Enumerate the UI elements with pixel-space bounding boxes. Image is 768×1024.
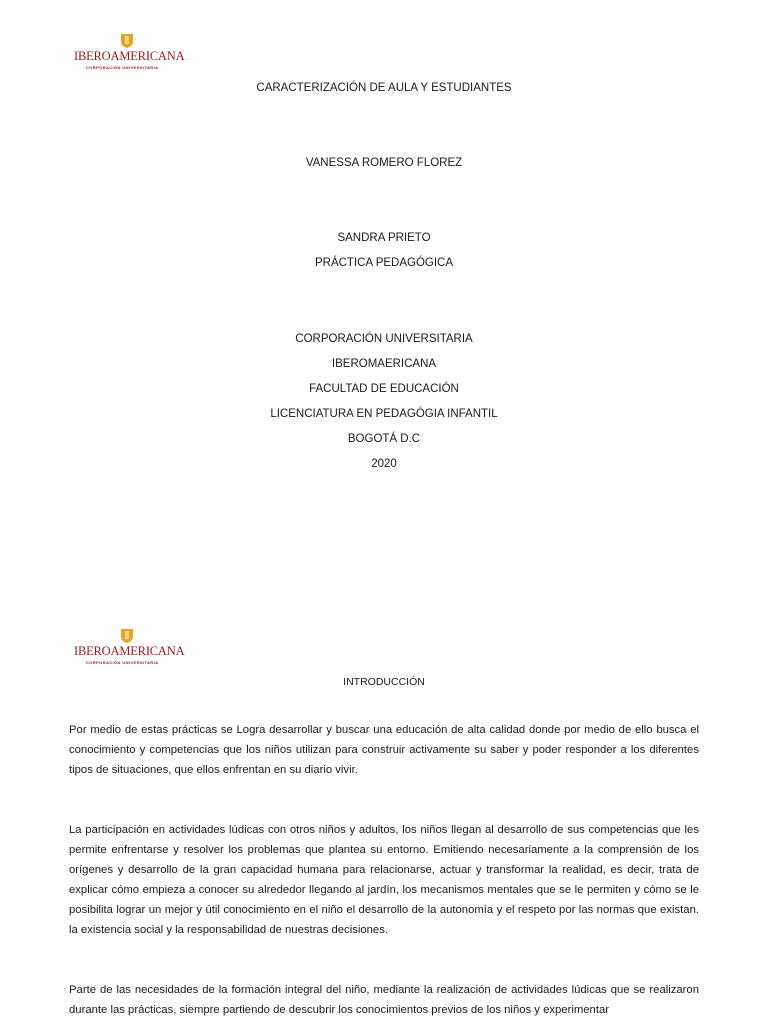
logo-subtitle: CORPORACIÓN UNIVERSITARIA	[86, 660, 159, 665]
institution-line: CORPORACIÓN UNIVERSITARIA	[295, 333, 473, 345]
faculty-line: FACULTAD DE EDUCACIÓN	[309, 383, 459, 395]
logo-subtitle: CORPORACIÓN UNIVERSITARIA	[86, 65, 159, 70]
institution-logo	[68, 34, 184, 78]
intro-paragraph: La participación en actividades lúdicas con otros niños y adultos, los niños llegan al desarrollo de sus competencias que les permite enfrentarse y resolver los problemas que plantea su entorno. Emitiendo necesariamente a la comprensión de los orígenes y desarrollo de la gran capacidad humana para relacionarse, actuar y transformar la realidad, es decir, trata de explicar cómo empieza a conocer su alrededor llegando al jardín, los mecanismos mentales que se le permiten y cómo se le posibilita lograr un mejor y útil conocimiento en el niño el desarrollo de la autonomía y el respeto por las normas que existan. la existencia social y la responsabilidad de nuestras decisiones.	[69, 824, 699, 936]
course-name: PRÁCTICA PEDAGÓGICA	[314, 257, 454, 269]
teacher-name: SANDRA PRIETO	[337, 232, 431, 244]
institution-logo	[68, 629, 184, 673]
program-line: LICENCIATURA EN PEDAGÓGIA INFANTIL	[270, 408, 498, 420]
crest-icon	[121, 629, 133, 643]
logo-brand: IBEROAMERICANA	[74, 49, 185, 63]
city-line: BOGOTÁ D.C	[347, 433, 421, 445]
year-line: 2020	[371, 458, 397, 470]
institution-line: IBEROMAERICANA	[331, 358, 437, 370]
author-name: VANESSA ROMERO FLOREZ	[305, 157, 463, 169]
intro-paragraph: Por medio de estas prácticas se Logra desarrollar y buscar una educación de alta calidad donde por medio de ello busca el conocimiento y competencias que los niños utilizan para construir activamente su saber y poder responder a los diferentes tipos de situaciones, que ellos enfrentan en su diario vivir.	[69, 724, 699, 776]
intro-paragraph: Parte de las necesidades de la formación integral del niño, mediante la realización de actividades lúdicas que se realizaron durante las prácticas, siempre partiendo de descubrir los conocimientos previos de los niños y experimentar	[69, 984, 699, 1016]
document-title: CARACTERIZACIÓN DE AULA Y ESTUDIANTES	[256, 82, 512, 94]
crest-icon	[121, 34, 133, 48]
section-heading: INTRODUCCIÓN	[343, 676, 425, 688]
logo-brand: IBEROAMERICANA	[74, 644, 185, 658]
